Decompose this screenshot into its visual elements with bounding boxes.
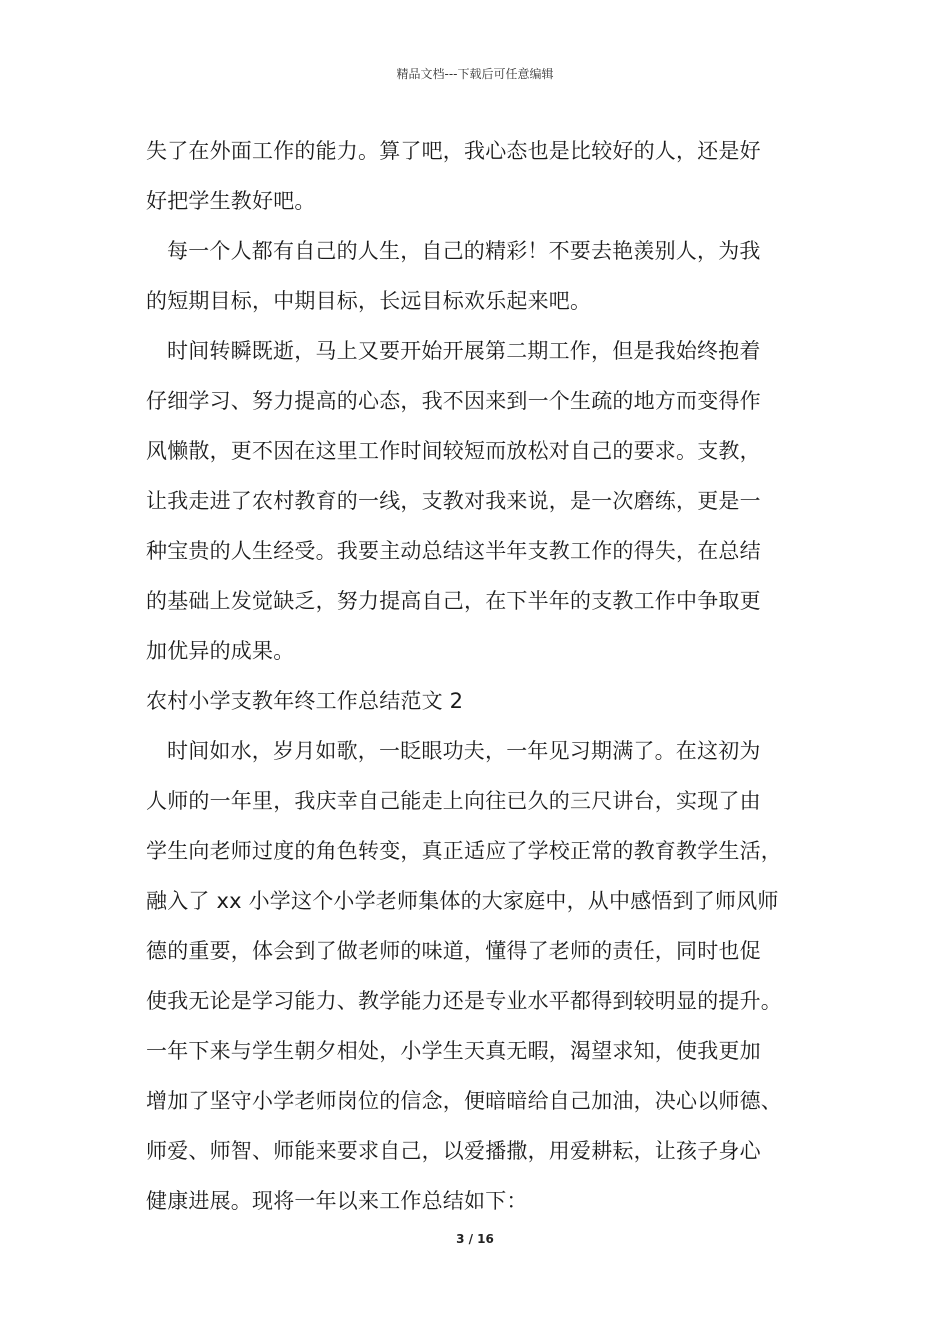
- document-body: [146, 126, 832, 1226]
- section-heading: 农村小学支教年终工作总结范文 2: [146, 689, 464, 713]
- text-line: 使我无论是学习能力、教学能力还是专业水平都得到较明显的提升。: [146, 989, 782, 1013]
- text-line: 一年下来与学生朝夕相处，小学生天真无暇，渴望求知，使我更加: [146, 1039, 761, 1063]
- text-line: 每一个人都有自己的人生，自己的精彩！不要去艳羡别人，为我: [167, 239, 761, 263]
- text-line: 的短期目标，中期目标，长远目标欢乐起来吧。: [146, 289, 592, 313]
- text-line: 德的重要，体会到了做老师的味道，懂得了老师的责任，同时也促: [146, 939, 761, 963]
- text-line: 健康进展。现将一年以来工作总结如下：: [146, 1189, 528, 1213]
- text-line: 师爱、师智、师能来要求自己，以爱播撒，用爱耕耘，让孩子身心: [146, 1139, 761, 1163]
- text-line: 让我走进了农村教育的一线，支教对我来说，是一次磨练，更是一: [146, 489, 761, 513]
- text-line: 时间转瞬既逝，马上又要开始开展第二期工作，但是我始终抱着: [167, 339, 761, 363]
- text-line: 风懒散，更不因在这里工作时间较短而放松对自己的要求。支教，: [146, 439, 761, 463]
- text-line: 的基础上发觉缺乏，努力提高自己，在下半年的支教工作中争取更: [146, 589, 761, 613]
- text-line: 加优异的成果。: [146, 639, 295, 663]
- text-line: 仔细学习、努力提高的心态，我不因来到一个生疏的地方而变得作: [146, 389, 761, 413]
- text-line: 学生向老师过度的角色转变，真正适应了学校正常的教育教学生活，: [146, 839, 782, 863]
- page-header: 精品文档---下载后可任意编辑: [396, 67, 554, 81]
- text-line: 好把学生教好吧。: [146, 189, 316, 213]
- paragraph-3: [146, 326, 832, 676]
- text-line: 时间如水，岁月如歌，一眨眼功夫，一年见习期满了。在这初为: [167, 739, 761, 763]
- page-number: 3 / 16: [456, 1232, 494, 1246]
- text-line: 增加了坚守小学老师岗位的信念，便暗暗给自己加油，决心以师德、: [146, 1089, 782, 1113]
- paragraph-1: [146, 126, 832, 226]
- paragraph-4: [146, 726, 832, 1226]
- text-line: 失了在外面工作的能力。算了吧，我心态也是比较好的人，还是好: [146, 139, 761, 163]
- text-line: 种宝贵的人生经受。我要主动总结这半年支教工作的得失，在总结: [146, 539, 761, 563]
- text-line: 融入了 xx 小学这个小学老师集体的大家庭中，从中感悟到了师风师: [146, 889, 779, 913]
- text-line: 人师的一年里，我庆幸自己能走上向往已久的三尺讲台，实现了由: [146, 789, 761, 813]
- paragraph-2: [146, 226, 832, 326]
